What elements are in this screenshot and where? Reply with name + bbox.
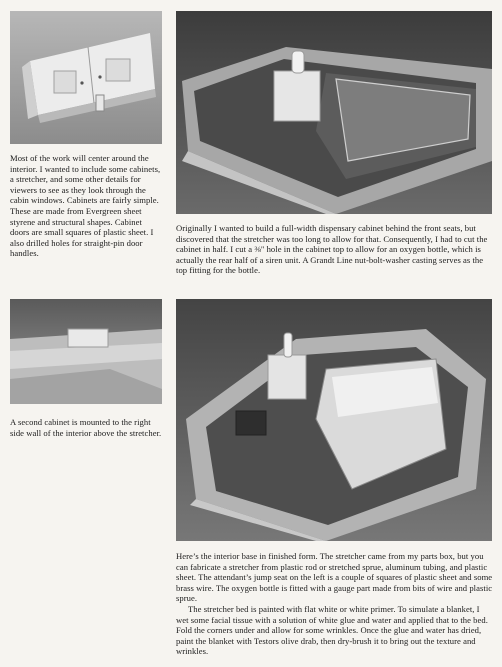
caption-second-cabinet-text: A second cabinet is mounted to the right side wall of the interior above the stretcher. [10, 417, 162, 438]
photo-cabinet-parts [10, 11, 162, 144]
caption-dispensary-text: Originally I wanted to build a full-width dispensary cabinet behind the front seats, but discovered that the stretcher was too long to allow for that. Consequently, I had to cut the cabinet in half. I cut a ⅜" hole in the cabinet top to allow for an oxygen bottle, which is actually the rear half of a siren unit. A Grandt Line nut-bolt-washer casting serves as the top fitting for the bottle. [176, 223, 488, 276]
caption-stretcher-bed-text: The stretcher bed is painted with flat white or white primer. To simulate a blanket, I wet some facial tissue with a solution of white glue and water and applied that to the bed. Fold the corners under and allow for some wrinkles. Once the glue and water has dried, paint the blanket with Testors olive drab, then dry-brush it to bring out the texture and wrinkles. [176, 603, 488, 657]
caption-dispensary [176, 223, 494, 276]
photo-interior-base [176, 299, 492, 541]
caption-cabinets-text: Most of the work will center around the interior. I wanted to include some cabinets, a stretcher, and some other details for viewers to see as they look through the cabin windows. Cabinets are fairly simple. These are made from Evergreen sheet styrene and structural shapes. Cabinet doors are small squares of plastic sheet. I also drilled holes for straight-pin door handles. [10, 153, 161, 259]
caption-second-cabinet [10, 417, 162, 438]
caption-cabinets [10, 153, 162, 259]
caption-interior-base-text: Here’s the interior base in finished form. The stretcher came from my parts box, but you can fabricate a stretcher from plastic rod or stretched sprue, aluminum tubing, and plastic sheet. The attendant’s jump seat on the left is a couple of squares of plastic sheet and some brass wire. The oxygen bottle is fitted with a gauge part made from bits of wire and plastic sprue. [176, 551, 493, 604]
photo-dispensary-cabinet [176, 11, 492, 214]
photo-second-cabinet [10, 299, 162, 404]
caption-interior-base [176, 551, 494, 657]
